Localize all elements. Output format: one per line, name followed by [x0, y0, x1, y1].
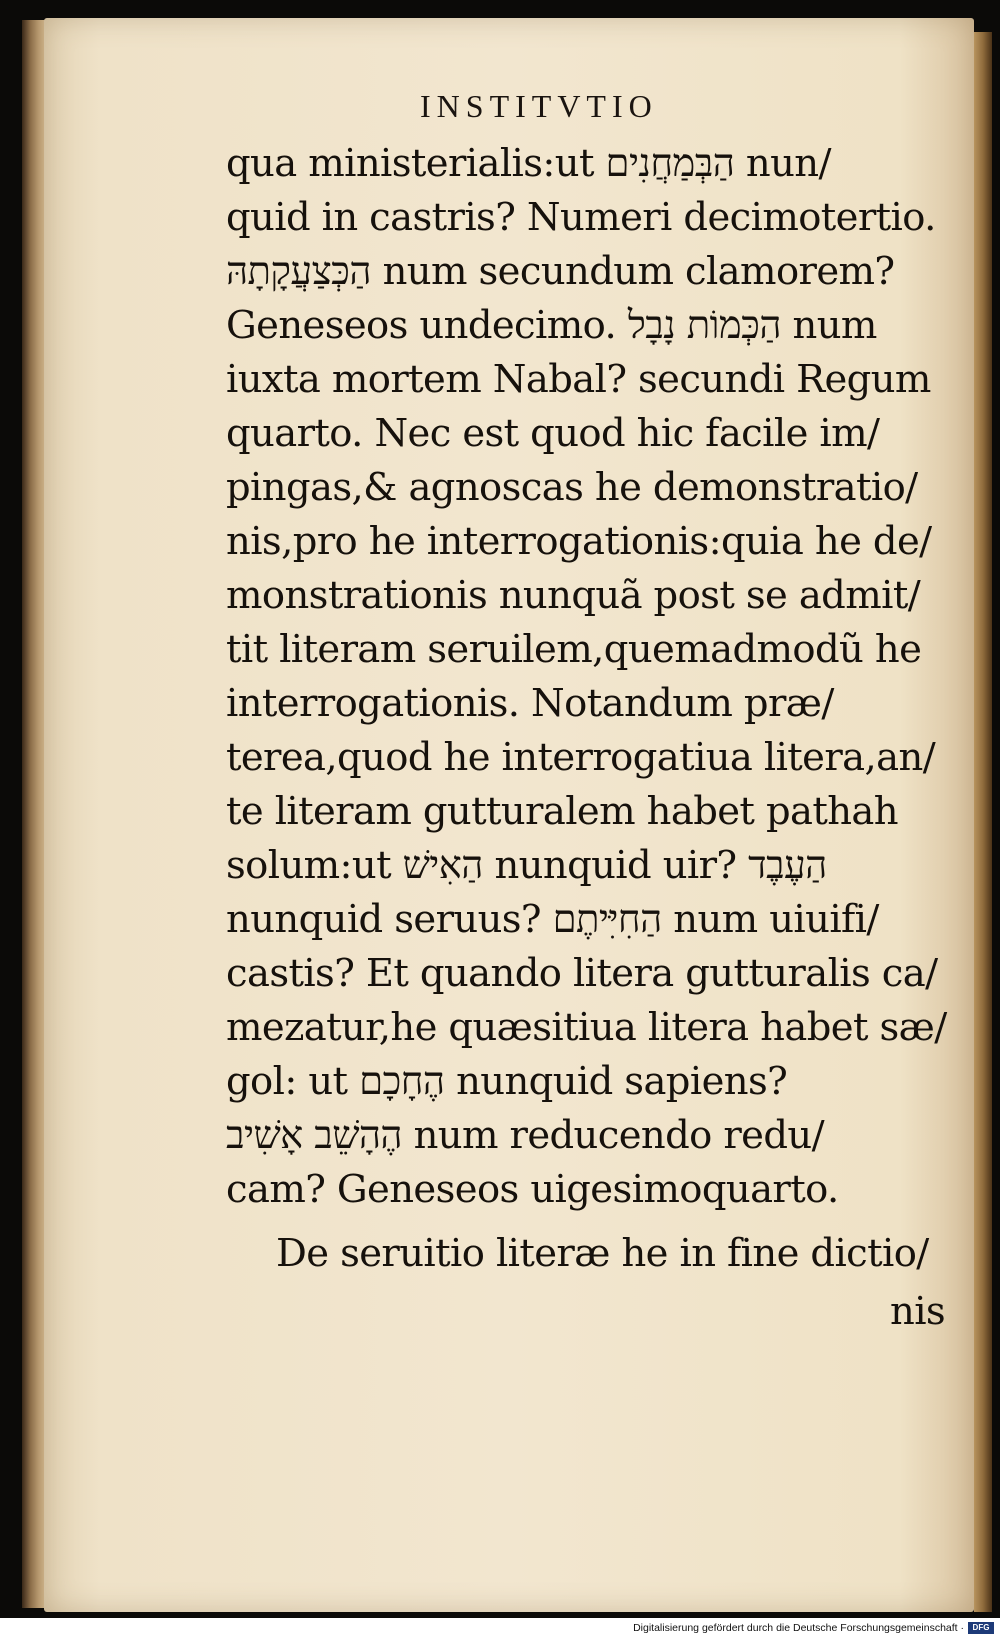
text-line: הֶהָשֵׁב אָשִׁיב num reducendo redu/ — [226, 1113, 824, 1158]
text-line: gol: ut הֶחָכָם nunquid sapiens? — [226, 1059, 788, 1104]
text-line: monstrationis nunquã post se admit/ — [226, 573, 921, 618]
text-line: iuxta mortem Nabal? secundi Regum — [226, 357, 931, 402]
digitization-credit: Digitalisierung gefördert durch die Deutsche Forschungsgemeinschaft · — [633, 1622, 964, 1634]
text-line: mezatur,he quæsitiua litera habet sæ/ — [226, 1005, 947, 1050]
running-head: INSTITVTIO — [420, 88, 658, 124]
text-line: nunquid seruus? הַחִיִּיתֶם num uiuifi/ — [226, 897, 879, 942]
text-line: solum:ut הַאִישׁ nunquid uir? הַעֶבֶד — [226, 843, 827, 888]
text-line: castis? Et quando litera gutturalis ca/ — [226, 951, 938, 996]
text-line: pingas,& agnoscas he demonstratio/ — [226, 465, 918, 510]
text-line: qua ministerialis:ut הַבְּמַחֲנִים nun/ — [226, 141, 831, 186]
page-fore-edge — [974, 32, 992, 1612]
text-line: te literam gutturalem habet pathah — [226, 789, 898, 834]
dfg-logo: DFG — [968, 1622, 994, 1634]
text-line: cam? Geneseos uigesimoquarto. — [226, 1167, 839, 1212]
book-spine-edge — [22, 20, 46, 1608]
text-line: quid in castris? Numeri decimotertio. — [226, 195, 936, 240]
text-line: tit literam seruilem,quemadmodũ he — [226, 627, 922, 672]
section-heading-line: De seruitio literæ he in fine dictio/ — [276, 1231, 929, 1276]
text-line: quarto. Nec est quod hic facile im/ — [226, 411, 880, 456]
text-line: הַכְּצַעֲקָתָהּ num secundum clamorem? — [226, 249, 895, 294]
text-line: terea,quod he interrogatiua litera,an/ — [226, 735, 936, 780]
text-line: interrogationis. Notandum præ/ — [226, 681, 834, 726]
text-line: nis,pro he interrogationis:quia he de/ — [226, 519, 932, 564]
text-line: Geneseos undecimo. הַכְּמוֹת נָבָל num — [226, 303, 877, 348]
catchword: nis — [890, 1289, 946, 1334]
